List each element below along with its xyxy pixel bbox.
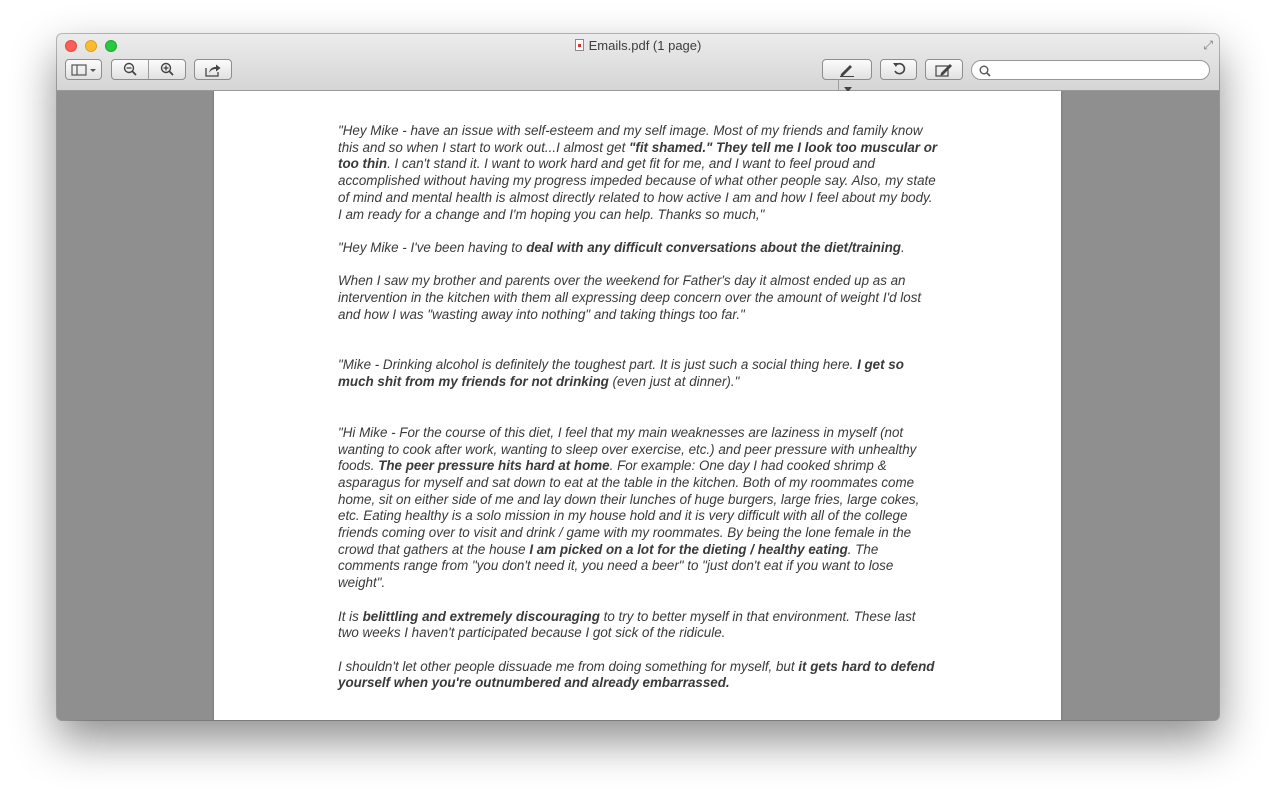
markup-button[interactable] (822, 59, 872, 80)
sidebar-icon (71, 63, 97, 77)
email-paragraph-2: "Hey Mike - I've been having to deal with any difficult conversations about the diet/training. (338, 239, 905, 255)
rotate-button[interactable] (880, 59, 917, 80)
edit-button[interactable] (925, 59, 963, 80)
pdf-page (214, 91, 1061, 720)
email-paragraph-3: When I saw my brother and parents over the weekend for Father's day it almost ended up as an intervention in the kitchen with them all expressing deep concern over the amount of weight I'd lost and how I was "wasting away into nothing" and taking things too far." (338, 273, 922, 322)
pen-icon (839, 63, 855, 77)
email-paragraph-4: "Mike - Drinking alcohol is definitely the toughest part. It is just such a social thing here. I get so much shit from my friends for not drinking (even just at dinner)." (338, 357, 904, 390)
email-paragraph-6: It is belittling and extremely discouraging to try to better myself in that environment. These last two weeks I haven't participated because I got sick of the ridicule. (338, 608, 916, 641)
share-icon (204, 63, 222, 77)
title-bar (57, 34, 1219, 91)
share-button[interactable] (194, 59, 232, 80)
pdf-document-icon (575, 39, 584, 51)
edit-icon (935, 63, 953, 77)
zoom-out-icon (123, 62, 137, 76)
search-field[interactable] (971, 60, 1210, 80)
window-title-text: Emails.pdf (1 page) (588, 38, 702, 53)
preview-window (57, 34, 1219, 720)
document-viewport[interactable] (57, 91, 1219, 720)
rotate-icon (892, 62, 906, 76)
markup-pen-button[interactable] (832, 60, 862, 79)
search-input[interactable] (994, 62, 1204, 78)
fullscreen-icon[interactable]: ⤢ (1203, 38, 1213, 52)
zoom-control (111, 59, 186, 80)
zoom-in-button[interactable] (148, 60, 185, 79)
zoom-out-button[interactable] (112, 60, 148, 79)
window-title (57, 38, 1219, 53)
sidebar-view-button[interactable] (65, 59, 102, 80)
email-paragraph-7: I shouldn't let other people dissuade me from doing something for myself, but it gets hard to defend yourself when you're outnumbered and already embarrassed. (338, 658, 935, 691)
page-text (338, 123, 938, 692)
email-paragraph-5: "Hi Mike - For the course of this diet, I feel that my main weaknesses are laziness in myself (not wanting to cook after work, wanting to sleep over exercise, etc.) and peer pressure with unhealthy foods. The peer pressure hits hard at home. For example: One day I had cooked shrimp & asparagus for myself and sat down to eat at the table in the kitchen. Both of my roommates come home, sit on either side of me and lay down their lunches of huge burgers, large fries, large cokes, etc. Eating healthy is a solo mission in my house hold and it is very difficult with all of the college friends coming over to visit and drink / game with my roommates. By being the lone female in the crowd that gathers at the house I am picked on a lot for the dieting / healthy eating. The comments range from "you don't need it, you need a beer" to "just don't eat if you want to lose weight". (338, 424, 920, 591)
search-icon (979, 62, 991, 80)
zoom-in-icon (160, 62, 174, 76)
email-paragraph-1: "Hey Mike - have an issue with self-esteem and my self image. Most of my friends and family know this and so when I start to work out...I almost get "fit shamed." They tell me I look too muscular or too thin. I can't stand it. I want to work hard and get fit for me, and I want to feel proud and accomplished without having my progress impeded because of what other people say. Also, my state of mind and mental health is almost directly related to how active I am and how I feel about my body. I am ready for a change and I'm hoping you can help. Thanks so much," (338, 123, 938, 222)
